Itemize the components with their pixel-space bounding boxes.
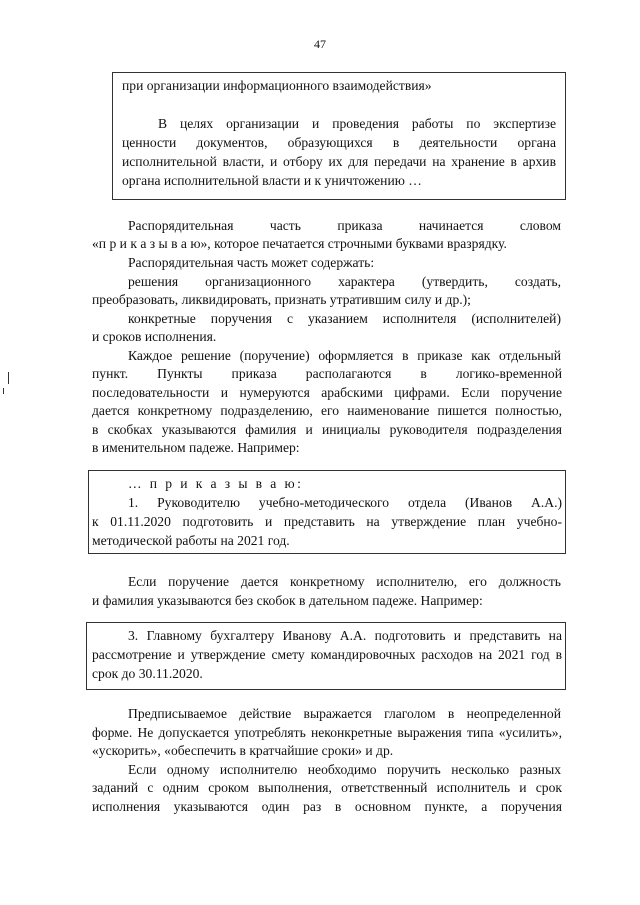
box3-line: 3. Главному бухгалтеру Иванову А.А. подготовить и представить на [128,628,562,643]
box1-line: В целях организации и проведения работы по экспертизе [158,116,556,131]
body-line: Распорядительная часть может содержать: [128,255,375,270]
body-line: пункт. Пункты приказа располагаются в логико-временной [92,366,562,381]
box1-line: органа исполнительной власти и к уничтожению … [122,173,422,188]
box1-line: ценности документов, образующихся в деятельности органа [122,135,556,150]
body-line: преобразовать, ликвидировать, признать утратившим силу и др.); [92,292,471,307]
body-line: в именительном падеже. Например: [92,440,300,455]
page-number: 47 [314,37,326,51]
body-line: дается конкретному подразделению, его наименование пишется полностью, [92,403,562,418]
body-line: в скобках указываются фамилия и инициалы руководителя подразделения [92,422,562,437]
box1-line: при организации информационного взаимодействия» [122,78,432,93]
body-line: решения организационного характера (утвердить, создать, [128,274,561,289]
box3-line: рассмотрение и утверждение смету командировочных расходов на 2021 год в [92,647,562,662]
body-line: Если одному исполнителю необходимо поручить несколько разных [128,762,561,777]
body-line: Предписываемое действие выражается глаголом в неопределенной [128,706,561,721]
box2-line: методической работы на 2021 год. [92,533,290,548]
box1-line: исполнительной власти, и отбору их для передачи на хранение в архив [122,154,556,169]
body-line: форме. Не допускается употреблять неконкретные выражения типа «усилить», [92,725,562,740]
body-line: и фамилия указываются без скобок в дательном падеже. Например: [92,593,483,608]
box2-line: к 01.11.2020 подготовить и представить на утверждение план учебно- [92,514,562,529]
body-line: последовательности и нумеруются арабскими цифрами. Если поручение [92,385,562,400]
scan-mark [8,372,9,384]
body-line: «п р и к а з ы в а ю», которое печатается строчными буквами вразрядку. [92,236,507,251]
body-line: конкретные поручения с указанием исполнителя (исполнителей) [128,311,561,326]
body-line: заданий с одним сроком выполнения, ответственный исполнитель и срок [92,780,562,795]
body-line: Каждое решение (поручение) оформляется в приказе как отдельный [128,348,561,363]
body-line: исполнения указываются один раз в основном пункте, а поручения [92,799,562,814]
body-line: и сроков исполнения. [92,329,217,344]
box3-line: срок до 30.11.2020. [92,666,203,681]
body-line: Распорядительная часть приказа начинается словом [128,218,561,233]
body-line: «ускорить», «обеспечить в кратчайшие сроки» и др. [92,743,394,758]
box2-line: 1. Руководителю учебно-методического отдела (Иванов А.А.) [128,495,562,510]
body-line: Если поручение дается конкретному исполнителю, его должность [128,574,561,589]
box2-line: … п р и к а з ы в а ю: [128,476,304,491]
scan-mark [3,388,4,394]
